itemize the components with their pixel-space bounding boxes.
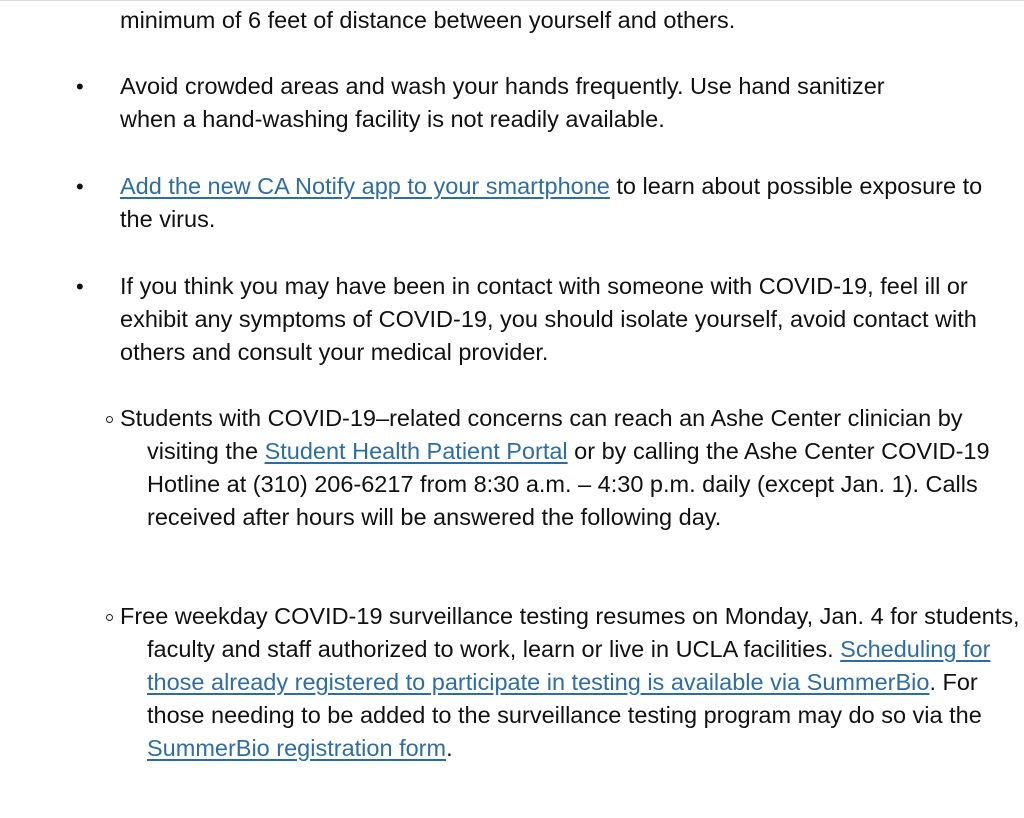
sub-bullet-text <box>120 402 1022 534</box>
sub-bullet-text-middle: . For those needing to be added to the surveillance testing program may do so via the <box>147 669 982 728</box>
bullet-item-hygiene <box>76 70 940 136</box>
intro-line-text: minimum of 6 feet of distance between yourself and others. <box>120 7 736 33</box>
sub-bullet-surveillance-testing <box>120 600 1020 765</box>
sub-bullet-text <box>120 600 1024 765</box>
bullet-dot: • <box>76 74 84 99</box>
sub-bullet-ashe-center <box>120 402 1005 534</box>
circle-bullet-icon <box>106 416 113 423</box>
bullet-dot: • <box>76 274 84 299</box>
summerbio-scheduling-link[interactable]: Scheduling for those already registered to participate in testing is available via SummerBio <box>147 636 991 695</box>
intro-line <box>120 4 1010 37</box>
sub-bullet-text-after: or by calling the Ashe Center COVID-19 Hotline at (310) 206-6217 from 8:30 a.m. – 4:30 p.m. daily (except Jan. 1). Calls received after hours will be answered the following day. <box>147 438 990 530</box>
bullet-item-isolate <box>76 270 990 369</box>
sub-bullet-text-before: Students with COVID-19–related concerns can reach an Ashe Center clinician by visiting the <box>120 405 963 464</box>
circle-bullet-icon <box>106 614 113 621</box>
bullet-dot: • <box>76 174 84 199</box>
bullet-text: If you think you may have been in contact with someone with COVID-19, feel ill or exhibit any symptoms of COVID-19, you should isolate yourself, avoid contact with others and consult your medical provider. <box>120 273 977 365</box>
bullet-text <box>120 170 1000 236</box>
bullet-item-ca-notify <box>76 170 1000 236</box>
bullet-text-after: to learn about possible exposure to the virus. <box>120 173 983 232</box>
bullet-text: Avoid crowded areas and wash your hands frequently. Use hand sanitizer when a hand-washing facility is not readily available. <box>120 73 885 132</box>
sub-bullet-text-before: Free weekday COVID-19 surveillance testing resumes on Monday, Jan. 4 for students, faculty and staff authorized to work, learn or live in UCLA facilities. <box>120 603 1020 662</box>
ca-notify-link[interactable]: Add the new CA Notify app to your smartphone <box>120 173 610 199</box>
student-health-portal-link[interactable]: Student Health Patient Portal <box>264 438 568 464</box>
sub-bullet-text-after: . <box>446 735 453 761</box>
summerbio-registration-link[interactable]: SummerBio registration form <box>147 735 447 761</box>
